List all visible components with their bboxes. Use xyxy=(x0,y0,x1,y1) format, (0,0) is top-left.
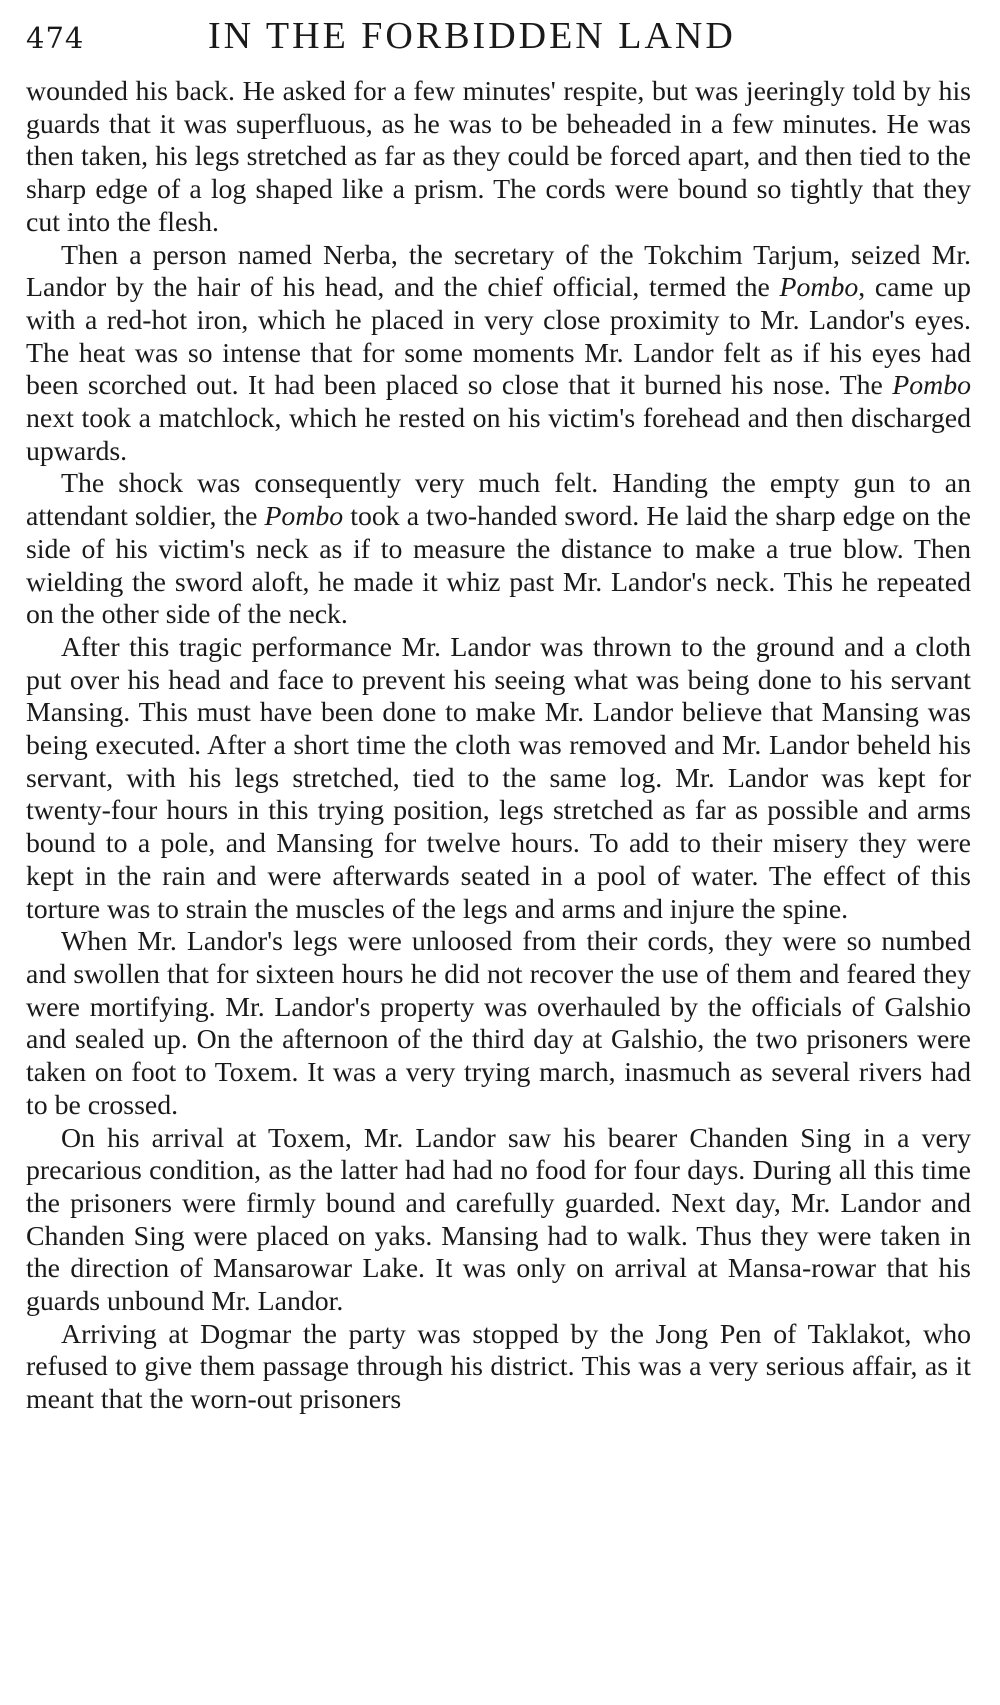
text-run: When Mr. Landor's legs were unloosed from their cords, they were so numbed and swollen that for sixteen hours he did not recover the use of them and feared they were mortifying. Mr. Landor's property was overhauled by the officials of Galshio and sealed up. On the afternoon of the third day at Galshio, the two prisoners were taken on foot to Toxem. It was a very trying march, inasmuch as several rivers had to be crossed. xyxy=(26,926,971,1121)
running-head: IN THE FORBIDDEN LAND xyxy=(208,15,736,57)
text-run: Arriving at Dogmar the party was stopped by the Jong Pen of Taklakot, who refused to give them passage through his district. This was a very serious affair, as it meant that the worn-out prisoners xyxy=(26,1318,971,1416)
italic-term: Pombo xyxy=(779,272,859,304)
body-text xyxy=(26,76,971,1417)
paragraph xyxy=(26,926,971,1122)
text-run: The shock was consequently very much felt. Handing the empty gun to an attendant soldier, the xyxy=(26,468,971,533)
paragraph xyxy=(26,76,971,240)
text-run: wounded his back. He asked for a few minutes' respite, but was jeeringly told by his guards that it was superfluous, as he was to be beheaded in a few minutes. He was then taken, his legs stretched as far as they could be forced apart, and then tied to the sharp edge of a log shaped like a prism. The cords were bound so tightly that they cut into the flesh. xyxy=(26,76,971,238)
paragraph xyxy=(26,632,971,926)
paragraph xyxy=(26,1319,971,1417)
paragraph xyxy=(26,468,971,632)
text-run: On his arrival at Toxem, Mr. Landor saw his bearer Chanden Sing in a very precarious condition, as the latter had had no food for four days. During all this time the prisoners were firmly bound and carefully guarded. Next day, Mr. Landor and Chanden Sing were placed on yaks. Mansing had to walk. Thus they were taken in the direction of Mansarowar Lake. It was only on arrival at Mansa-rowar that his guards unbound Mr. Landor. xyxy=(26,1122,971,1318)
italic-term: Pombo xyxy=(264,501,344,533)
page-number: 474 xyxy=(26,21,85,55)
page-header xyxy=(26,14,971,74)
text-run: took a two-handed sword. He laid the sharp edge on the side of his victim's neck as if to measure the distance to make a true blow. Then wielding the sword aloft, he made it whiz past Mr. Landor's neck. This he repeated on the other side of the neck. xyxy=(26,501,971,631)
text-run: Then a person named Nerba, the secretary of the Tokchim Tarjum, seized Mr. Landor by the hair of his head, and the chief official, termed the xyxy=(26,239,971,304)
italic-term: Pombo xyxy=(892,370,971,402)
paragraph xyxy=(26,240,971,469)
text-run: next took a matchlock, which he rested on his victim's forehead and then discharged upwards. xyxy=(26,403,971,467)
text-run: , came up with a red-hot iron, which he placed in very close proximity to Mr. Landor's eyes. The heat was so intense that for some moments Mr. Landor felt as if his eyes had been scorched out. It had been placed so close that it burned his nose. The xyxy=(26,272,971,402)
book-page xyxy=(26,14,971,1417)
text-run: After this tragic performance Mr. Landor was thrown to the ground and a cloth put over his head and face to prevent his seeing what was being done to his servant Mansing. This must have been done to make Mr. Landor believe that Mansing was being executed. After a short time the cloth was removed and Mr. Landor beheld his servant, with his legs stretched, tied to the same log. Mr. Landor was kept for twenty-four hours in this trying position, legs stretched as far as possible and arms bound to a pole, and Mansing for twelve hours. To add to their misery they were kept in the rain and were afterwards seated in a pool of water. The effect of this torture was to strain the muscles of the legs and arms and injure the spine. xyxy=(26,631,971,925)
paragraph xyxy=(26,1123,971,1319)
